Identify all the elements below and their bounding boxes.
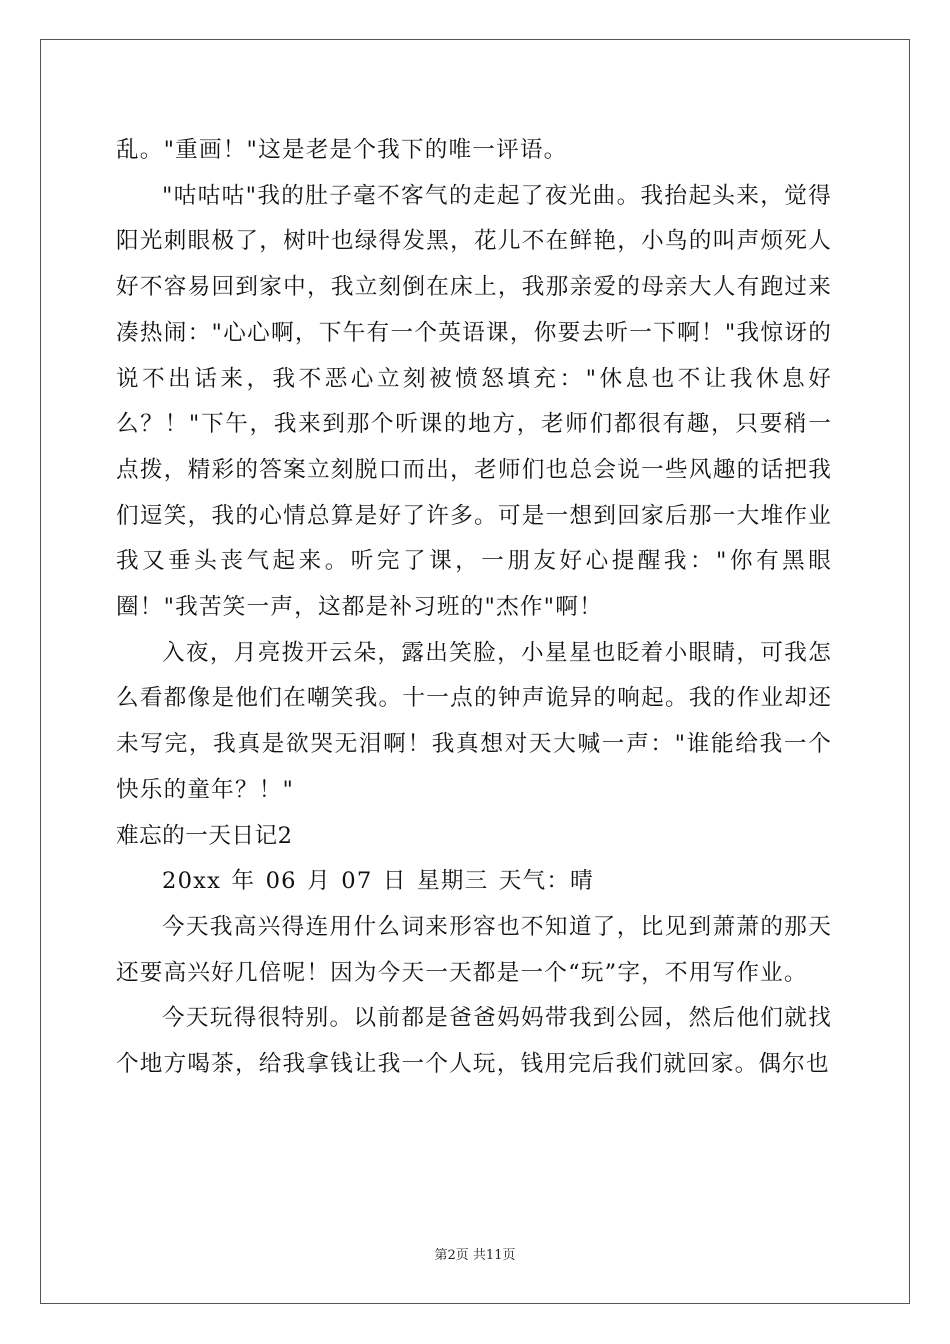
diary-date-line: 20xx 年 06 月 07 日 星期三 天气：晴 (162, 868, 594, 895)
diary-title: 难忘的一天日记2 (116, 822, 293, 849)
document-body (116, 128, 832, 1088)
page-number-footer: 第2页 共11页 (434, 1248, 516, 1263)
paragraph-night: 入夜，月亮拨开云朵，露出笑脸，小星星也眨着小眼睛，可我怎么看都像是他们在嘲笑我。十一点的钟声诡异的响起。我的作业却还未写完，我真是欲哭无泪啊！我真想对天大喊一声："谁能给我一个快乐的童年？！" (116, 639, 832, 803)
paragraph-stomach: "咕咕咕"我的肚子毫不客气的走起了夜光曲。我抬起头来，觉得阳光刺眼极了，树叶也绿得发黑，花儿不在鲜艳，小鸟的叫声烦死人好不容易回到家中，我立刻倒在床上，我那亲爱的母亲大人有跑过来凑热闹："心心啊，下午有一个英语课，你要去听一下啊！"我惊讶的说不出话来，我不恶心立刻被愤怒填充："休息也不让我休息好么？！"下午，我来到那个听课的地方，老师们都很有趣，只要稍一点拨，精彩的答案立刻脱口而出，老师们也总会说一些风趣的话把我们逗笑，我的心情总算是好了许多。可是一想到回家后那一大堆作业我又垂头丧气起来。听完了课，一朋友好心提醒我："你有黑眼圈！"我苦笑一声，这都是补习班的"杰作"啊！ (116, 182, 832, 621)
paragraph-special: 今天玩得很特别。以前都是爸爸妈妈带我到公园，然后他们就找个地方喝茶，给我拿钱让我一个人玩，钱用完后我们就回家。偶尔也 (116, 1005, 832, 1078)
paragraph-continuation: 乱。"重画！"这是老是个我下的唯一评语。 (116, 137, 568, 163)
paragraph-happy: 今天我高兴得连用什么词来形容也不知道了，比见到萧萧的那天还要高兴好几倍呢！因为今天一天都是一个“玩”字，不用写作业。 (116, 913, 832, 986)
